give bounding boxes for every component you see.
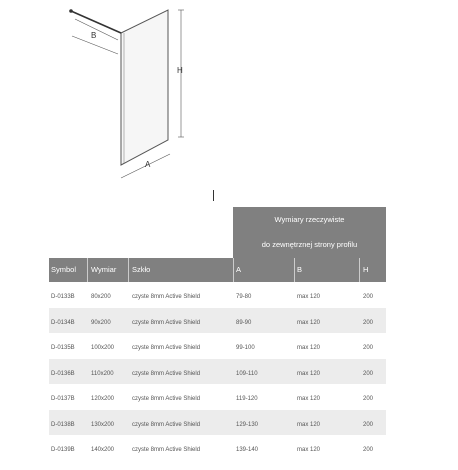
group-header-line2: do zewnętrznej strony profilu <box>261 240 358 249</box>
column-separator <box>359 258 360 282</box>
cell-symbol: D-0137B <box>51 396 75 402</box>
cell-h: 200 <box>363 421 374 428</box>
cell-h: 200 <box>363 345 374 351</box>
column-separator <box>128 258 129 282</box>
dimensions-group-header <box>233 207 386 258</box>
cell-symbol: D-0133B <box>51 294 75 300</box>
column-separator <box>294 258 295 282</box>
table-header-row <box>49 258 386 282</box>
cell-size: 90x200 <box>91 319 111 326</box>
cell-b: max 120 <box>297 421 321 428</box>
column-header-b: B <box>297 265 303 274</box>
cell-b: max 120 <box>297 319 321 326</box>
cell-glass: czyste 8mm Active Shield <box>132 294 201 300</box>
group-header-line1: Wymiary rzeczywiste <box>274 215 345 224</box>
column-header-a: A <box>236 265 242 274</box>
cell-glass: czyste 8mm Active Shield <box>132 421 201 428</box>
cell-h: 200 <box>363 370 374 377</box>
table-row <box>49 384 386 410</box>
cell-glass: czyste 8mm Active Shield <box>132 396 201 402</box>
support-arm <box>71 11 121 33</box>
column-header-h: H <box>363 265 369 274</box>
column-separator <box>233 258 234 282</box>
cell-size: 80x200 <box>91 294 111 300</box>
label-a: A <box>145 160 151 169</box>
cell-h: 200 <box>363 319 374 326</box>
cell-glass: czyste 8mm Active Shield <box>132 345 201 351</box>
cell-size: 120x200 <box>91 396 115 402</box>
cell-b: max 120 <box>297 345 321 351</box>
table-row <box>49 333 386 359</box>
label-h: H <box>177 66 183 75</box>
table-row <box>49 359 386 385</box>
column-header-glass: Szkło <box>132 265 151 274</box>
cell-b: max 120 <box>297 396 321 402</box>
cell-glass: czyste 8mm Active Shield <box>132 447 201 453</box>
column-header-size: Wymiar <box>91 265 117 274</box>
cell-b: max 120 <box>297 294 321 300</box>
wall-mount <box>69 9 73 13</box>
cell-h: 200 <box>363 294 374 300</box>
cell-size: 110x200 <box>91 370 114 377</box>
cell-h: 200 <box>363 447 374 453</box>
cell-size: 130x200 <box>91 421 115 428</box>
label-b: B <box>91 31 97 40</box>
shower-panel-diagram <box>0 0 458 200</box>
cell-a: 139-140 <box>236 447 259 453</box>
cell-a: 89-90 <box>236 319 252 326</box>
glass-panel <box>121 10 168 165</box>
cell-symbol: D-0136B <box>51 370 75 377</box>
column-separator <box>87 258 88 282</box>
cell-a: 119-120 <box>236 396 258 402</box>
cell-size: 100x200 <box>91 345 115 351</box>
cell-h: 200 <box>363 396 374 402</box>
cell-symbol: D-0138B <box>51 421 75 428</box>
cell-symbol: D-0134B <box>51 319 75 326</box>
cell-b: max 120 <box>297 447 321 453</box>
table-row <box>49 435 386 461</box>
cell-a: 129-130 <box>236 421 259 428</box>
table-row <box>49 410 386 436</box>
cell-symbol: D-0139B <box>51 447 75 453</box>
cell-a: 99-100 <box>236 345 255 351</box>
table-body <box>49 282 386 461</box>
cell-size: 140x200 <box>91 447 115 453</box>
column-header-symbol: Symbol <box>51 265 77 274</box>
cell-glass: czyste 8mm Active Shield <box>132 370 201 377</box>
cell-symbol: D-0135B <box>51 345 75 351</box>
table-row <box>49 282 386 308</box>
cell-a: 109-110 <box>236 370 258 377</box>
table-row <box>49 308 386 334</box>
cell-a: 79-80 <box>236 294 252 300</box>
cell-glass: czyste 8mm Active Shield <box>132 319 201 326</box>
cell-b: max 120 <box>297 370 321 377</box>
text-cursor <box>213 190 214 201</box>
